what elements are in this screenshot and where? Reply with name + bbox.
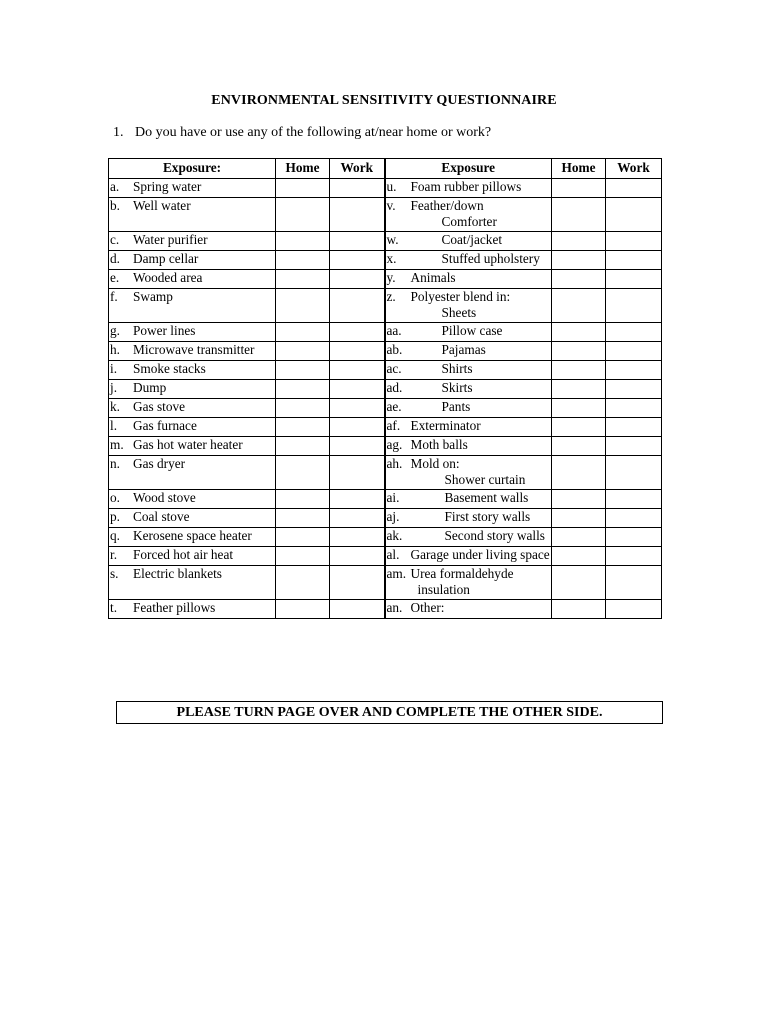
table-row <box>109 528 662 547</box>
exposure-item-left <box>109 528 276 547</box>
item-text: Pillow case <box>441 323 503 338</box>
home-cell[interactable] <box>552 509 606 528</box>
home-cell[interactable] <box>552 342 606 361</box>
item-subtext: Shower curtain <box>444 472 526 487</box>
item-label: n. <box>110 456 120 471</box>
item-text: Urea formaldehyde <box>410 566 514 581</box>
work-cell[interactable] <box>606 232 662 251</box>
home-cell[interactable] <box>552 418 606 437</box>
header-work-left: Work <box>330 159 385 179</box>
item-text: Forced hot air heat <box>133 547 234 562</box>
work-cell[interactable] <box>606 437 662 456</box>
work-cell[interactable] <box>330 232 385 251</box>
table-row <box>109 509 662 528</box>
home-cell[interactable] <box>276 547 330 566</box>
work-cell[interactable] <box>330 380 385 399</box>
table-row <box>109 566 662 600</box>
exposure-item-right <box>385 547 552 566</box>
table-row <box>109 399 662 418</box>
item-text: Coal stove <box>133 509 190 524</box>
item-text: Power lines <box>133 323 196 338</box>
item-text: Second story walls <box>444 528 545 543</box>
home-cell[interactable] <box>552 198 606 232</box>
item-text: Gas dryer <box>133 456 186 471</box>
exposure-item-right <box>385 437 552 456</box>
work-cell[interactable] <box>606 179 662 198</box>
item-text: Pants <box>441 399 471 414</box>
item-label: s. <box>110 566 119 581</box>
home-cell[interactable] <box>552 179 606 198</box>
work-cell[interactable] <box>606 289 662 323</box>
item-label: j. <box>110 380 118 395</box>
home-cell[interactable] <box>276 179 330 198</box>
item-text: Gas hot water heater <box>133 437 243 452</box>
item-label: r. <box>110 547 118 562</box>
home-cell[interactable] <box>276 528 330 547</box>
home-cell[interactable] <box>276 251 330 270</box>
item-label: u. <box>386 179 397 194</box>
item-text: Kerosene space heater <box>133 528 252 543</box>
item-label: ac. <box>386 361 402 376</box>
item-text: Garage under living space <box>410 547 550 562</box>
table-row <box>109 289 662 323</box>
exposure-item-left <box>109 456 276 490</box>
item-label: aj. <box>386 509 400 524</box>
item-label: ak. <box>386 528 403 543</box>
item-label: g. <box>110 323 120 338</box>
exposure-item-left <box>109 198 276 232</box>
page-title: ENVIRONMENTAL SENSITIVITY QUESTIONNAIRE <box>211 93 557 108</box>
item-text: Pajamas <box>441 342 486 357</box>
item-label: ae. <box>386 399 402 414</box>
exposure-item-right <box>385 361 552 380</box>
item-text: Damp cellar <box>133 251 199 266</box>
item-text: Shirts <box>441 361 473 376</box>
item-label: ah. <box>386 456 403 471</box>
item-text: Moth balls <box>410 437 468 452</box>
home-cell[interactable] <box>276 232 330 251</box>
exposure-item-left <box>109 566 276 600</box>
home-cell[interactable] <box>276 342 330 361</box>
work-cell[interactable] <box>606 380 662 399</box>
table-row <box>109 198 662 232</box>
question-1 <box>113 125 491 141</box>
item-label: e. <box>110 270 120 285</box>
item-text: Swamp <box>133 289 173 304</box>
work-cell[interactable] <box>606 509 662 528</box>
item-text: Water purifier <box>133 232 208 247</box>
item-text: Feather pillows <box>133 600 216 615</box>
item-text: Microwave transmitter <box>133 342 255 357</box>
home-cell[interactable] <box>276 380 330 399</box>
work-cell[interactable] <box>606 547 662 566</box>
home-cell[interactable] <box>552 490 606 509</box>
exposure-item-left <box>109 270 276 289</box>
table-row <box>109 380 662 399</box>
work-cell[interactable] <box>606 600 662 619</box>
item-label: aa. <box>386 323 402 338</box>
work-cell[interactable] <box>330 179 385 198</box>
work-cell[interactable] <box>606 198 662 232</box>
exposure-item-left <box>109 361 276 380</box>
item-text: Mold on: <box>410 456 460 471</box>
home-cell[interactable] <box>276 361 330 380</box>
home-cell[interactable] <box>552 289 606 323</box>
header-work-right: Work <box>606 159 662 179</box>
exposure-item-right <box>385 289 552 323</box>
item-text: Dump <box>133 380 167 395</box>
exposure-table <box>108 158 662 619</box>
home-cell[interactable] <box>276 456 330 490</box>
item-text: Wood stove <box>133 490 196 505</box>
home-cell[interactable] <box>276 198 330 232</box>
exposure-item-right <box>385 323 552 342</box>
table-row <box>109 418 662 437</box>
exposure-item-right <box>385 232 552 251</box>
exposure-item-right <box>385 251 552 270</box>
work-cell[interactable] <box>330 456 385 490</box>
work-cell[interactable] <box>606 323 662 342</box>
item-text: Spring water <box>133 179 202 194</box>
home-cell[interactable] <box>552 566 606 600</box>
table-row <box>109 232 662 251</box>
table-row <box>109 342 662 361</box>
item-label: an. <box>386 600 403 615</box>
work-cell[interactable] <box>330 566 385 600</box>
item-label: c. <box>110 232 120 247</box>
exposure-item-right <box>385 456 552 490</box>
work-cell[interactable] <box>606 361 662 380</box>
work-cell[interactable] <box>330 323 385 342</box>
table-row <box>109 547 662 566</box>
home-cell[interactable] <box>552 251 606 270</box>
item-label: al. <box>386 547 400 562</box>
work-cell[interactable] <box>330 361 385 380</box>
table-row <box>109 437 662 456</box>
item-subtext: Comforter <box>441 214 497 229</box>
table-row <box>109 361 662 380</box>
question-text: Do you have or use any of the following at/near home or work? <box>135 125 492 140</box>
item-label: d. <box>110 251 120 266</box>
exposure-item-left <box>109 232 276 251</box>
home-cell[interactable] <box>276 418 330 437</box>
work-cell[interactable] <box>330 509 385 528</box>
exposure-item-left <box>109 547 276 566</box>
table-row <box>109 490 662 509</box>
work-cell[interactable] <box>606 566 662 600</box>
home-cell[interactable] <box>276 437 330 456</box>
item-text: Exterminator <box>410 418 481 433</box>
item-label: f. <box>110 289 118 304</box>
exposure-item-right <box>385 566 552 600</box>
home-cell[interactable] <box>276 270 330 289</box>
exposure-item-right <box>385 270 552 289</box>
item-label: l. <box>110 418 118 433</box>
item-text: Other: <box>410 600 445 615</box>
work-cell[interactable] <box>330 342 385 361</box>
work-cell[interactable] <box>606 418 662 437</box>
item-label: x. <box>386 251 397 266</box>
home-cell[interactable] <box>276 399 330 418</box>
item-text: Gas stove <box>133 399 186 414</box>
table-row <box>109 323 662 342</box>
item-text: Electric blankets <box>133 566 222 581</box>
exposure-item-right <box>385 342 552 361</box>
item-label: o. <box>110 490 120 505</box>
exposure-item-left <box>109 600 276 619</box>
item-text: Well water <box>133 198 191 213</box>
home-cell[interactable] <box>552 323 606 342</box>
home-cell[interactable] <box>552 232 606 251</box>
home-cell[interactable] <box>276 600 330 619</box>
home-cell[interactable] <box>276 323 330 342</box>
header-exposure-left: Exposure: <box>109 159 276 179</box>
work-cell[interactable] <box>330 437 385 456</box>
work-cell[interactable] <box>330 490 385 509</box>
exposure-item-right <box>385 528 552 547</box>
item-label: b. <box>110 198 120 213</box>
item-label: t. <box>110 600 118 615</box>
home-cell[interactable] <box>552 528 606 547</box>
home-cell[interactable] <box>552 270 606 289</box>
table-row <box>109 600 662 619</box>
item-label: a. <box>110 179 120 194</box>
item-text: Feather/down <box>410 198 484 213</box>
exposure-item-right <box>385 198 552 232</box>
exposure-item-right <box>385 600 552 619</box>
home-cell[interactable] <box>552 600 606 619</box>
work-cell[interactable] <box>330 528 385 547</box>
item-text: Animals <box>410 270 456 285</box>
exposure-item-left <box>109 179 276 198</box>
home-cell[interactable] <box>276 509 330 528</box>
item-subtext: insulation <box>417 582 470 597</box>
home-cell[interactable] <box>276 566 330 600</box>
table-row <box>109 251 662 270</box>
item-label: z. <box>386 289 396 304</box>
exposure-item-right <box>385 179 552 198</box>
home-cell[interactable] <box>552 380 606 399</box>
item-subtext: Sheets <box>441 305 477 320</box>
home-cell[interactable] <box>552 399 606 418</box>
work-cell[interactable] <box>606 456 662 490</box>
work-cell[interactable] <box>330 289 385 323</box>
item-label: ad. <box>386 380 403 395</box>
item-text: Coat/jacket <box>441 232 503 247</box>
exposure-item-left <box>109 323 276 342</box>
exposure-item-left <box>109 509 276 528</box>
item-text: Gas furnace <box>133 418 197 433</box>
table-row <box>109 456 662 490</box>
item-text: Foam rubber pillows <box>410 179 522 194</box>
item-label: h. <box>110 342 120 357</box>
exposure-item-left <box>109 289 276 323</box>
exposure-item-right <box>385 509 552 528</box>
item-label: af. <box>386 418 401 433</box>
item-text: Basement walls <box>444 490 529 505</box>
home-cell[interactable] <box>552 547 606 566</box>
item-text: Stuffed upholstery <box>441 251 540 266</box>
work-cell[interactable] <box>606 490 662 509</box>
item-label: w. <box>386 232 399 247</box>
header-home-right: Home <box>552 159 606 179</box>
table-row <box>109 270 662 289</box>
home-cell[interactable] <box>276 490 330 509</box>
exposure-item-left <box>109 399 276 418</box>
home-cell[interactable] <box>552 437 606 456</box>
item-label: q. <box>110 528 120 543</box>
item-text: Polyester blend in: <box>410 289 511 304</box>
work-cell[interactable] <box>330 418 385 437</box>
exposure-item-right <box>385 418 552 437</box>
header-exposure-right: Exposure <box>385 159 552 179</box>
work-cell[interactable] <box>606 528 662 547</box>
item-label: m. <box>110 437 124 452</box>
table-row <box>109 179 662 198</box>
exposure-item-left <box>109 251 276 270</box>
home-cell[interactable] <box>276 289 330 323</box>
item-label: y. <box>386 270 396 285</box>
exposure-item-right <box>385 490 552 509</box>
work-cell[interactable] <box>330 399 385 418</box>
item-label: ab. <box>386 342 403 357</box>
work-cell[interactable] <box>606 342 662 361</box>
item-label: am. <box>386 566 407 581</box>
header-home-left: Home <box>276 159 330 179</box>
exposure-item-right <box>385 380 552 399</box>
item-text: First story walls <box>444 509 531 524</box>
item-label: i. <box>110 361 118 376</box>
item-text: Skirts <box>441 380 473 395</box>
item-label: k. <box>110 399 120 414</box>
work-cell[interactable] <box>330 547 385 566</box>
work-cell[interactable] <box>330 251 385 270</box>
exposure-item-left <box>109 418 276 437</box>
work-cell[interactable] <box>606 399 662 418</box>
item-label: ag. <box>386 437 403 452</box>
turn-page-notice: PLEASE TURN PAGE OVER AND COMPLETE THE OTHER SIDE. <box>116 701 663 724</box>
exposure-item-left <box>109 380 276 399</box>
item-text: Smoke stacks <box>133 361 206 376</box>
home-cell[interactable] <box>552 361 606 380</box>
exposure-item-left <box>109 437 276 456</box>
item-text: Wooded area <box>133 270 203 285</box>
work-cell[interactable] <box>606 270 662 289</box>
exposure-item-left <box>109 342 276 361</box>
work-cell[interactable] <box>330 270 385 289</box>
item-label: ai. <box>386 490 400 505</box>
item-label: v. <box>386 198 396 213</box>
question-number: 1. <box>113 125 124 140</box>
home-cell[interactable] <box>552 456 606 490</box>
exposure-item-right <box>385 399 552 418</box>
table-header-row <box>109 159 662 179</box>
work-cell[interactable] <box>606 251 662 270</box>
work-cell[interactable] <box>330 198 385 232</box>
work-cell[interactable] <box>330 600 385 619</box>
item-label: p. <box>110 509 120 524</box>
exposure-item-left <box>109 490 276 509</box>
